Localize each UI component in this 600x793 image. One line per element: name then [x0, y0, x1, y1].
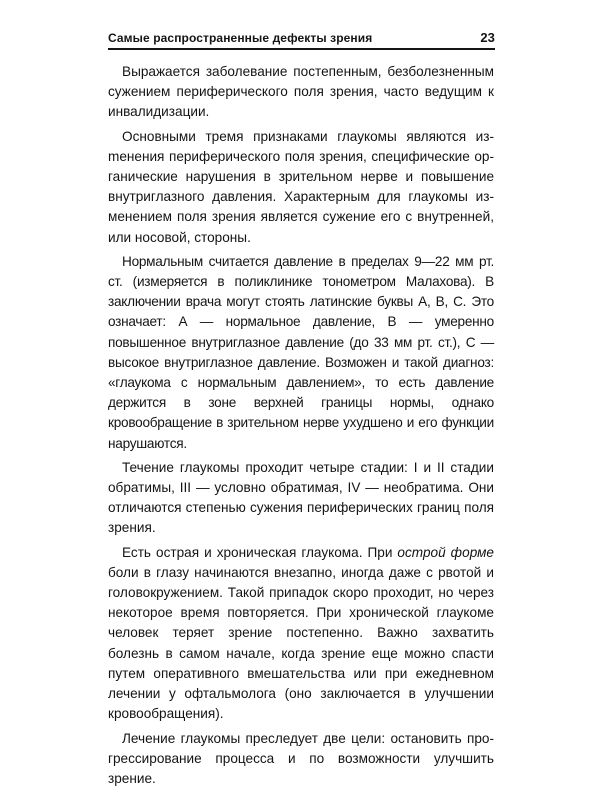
paragraph-5-start: Есть острая и хроническая глаукома. При	[122, 544, 398, 560]
page-number: 23	[480, 30, 495, 45]
paragraph-4: Течение глаукомы проходит четыре стадии: I и II стадии обратимы, III — условно обратимая, IV — необратима. Они отличаются степенью сужения периферических границ поля зрения.	[108, 459, 494, 536]
paragraph-5	[108, 543, 494, 725]
paragraph-6: Лечение глаукомы преследует две цели: остановить прогрессирование процесса и по возможности улучшить зрение.	[108, 730, 494, 786]
paragraph-5-rest: боли в глазу начинаются внезапно, иногда даже с рвотой и головокружением. Такой припадок скоро проходит, но через некоторое время повторяется. При хронической глаукоме человек теряет зрение постепенно. Важно захватить болезнь в самом начале, когда зрение еще можно спасти путем оперативного вмешательства или при ежедневном лечении у офтальмолога (оно заключается в улучшении кровообращения).	[108, 564, 494, 722]
paragraph-1: Выражается заболевание постепенным, безболезненным сужением периферического поля зрения, часто ведущим к инвалидизации.	[108, 64, 494, 120]
paragraph-2: Основными тремя признаками глаукомы являются изmенения периферического поля зрения, специфические органические нарушения в зрительном нерве и повышение внутриглазного давления. Характерным для глаукомы изменением поля зрения является сужение его с внутренней, или носовой, стороны.	[108, 128, 494, 245]
paragraph-5-emphasis: острой форме	[397, 544, 494, 560]
paragraph-3: Нормальным считается давление в пределах 9—22 мм рт. ст. (измеряется в поликлинике тонометром Малахова). В заключении врача могут стоять латинские буквы А, В, С. Это означает: А — нормальное давление, В — умеренно повышенное внутриглазное давление (до 33 мм рт. ст.), С — высокое внутриглазное давление. Возможен и такой диагноз: «глаукома с нормальным давлением», то есть давление держится в зоне верхней границы нормы, однако кровообращение в зрительном нерве ухудшено и его функции нарушаются.	[108, 253, 494, 451]
chapter-title: Самые распространенные дефекты зрения	[108, 31, 373, 45]
body-text	[108, 62, 494, 793]
running-header	[108, 24, 495, 50]
